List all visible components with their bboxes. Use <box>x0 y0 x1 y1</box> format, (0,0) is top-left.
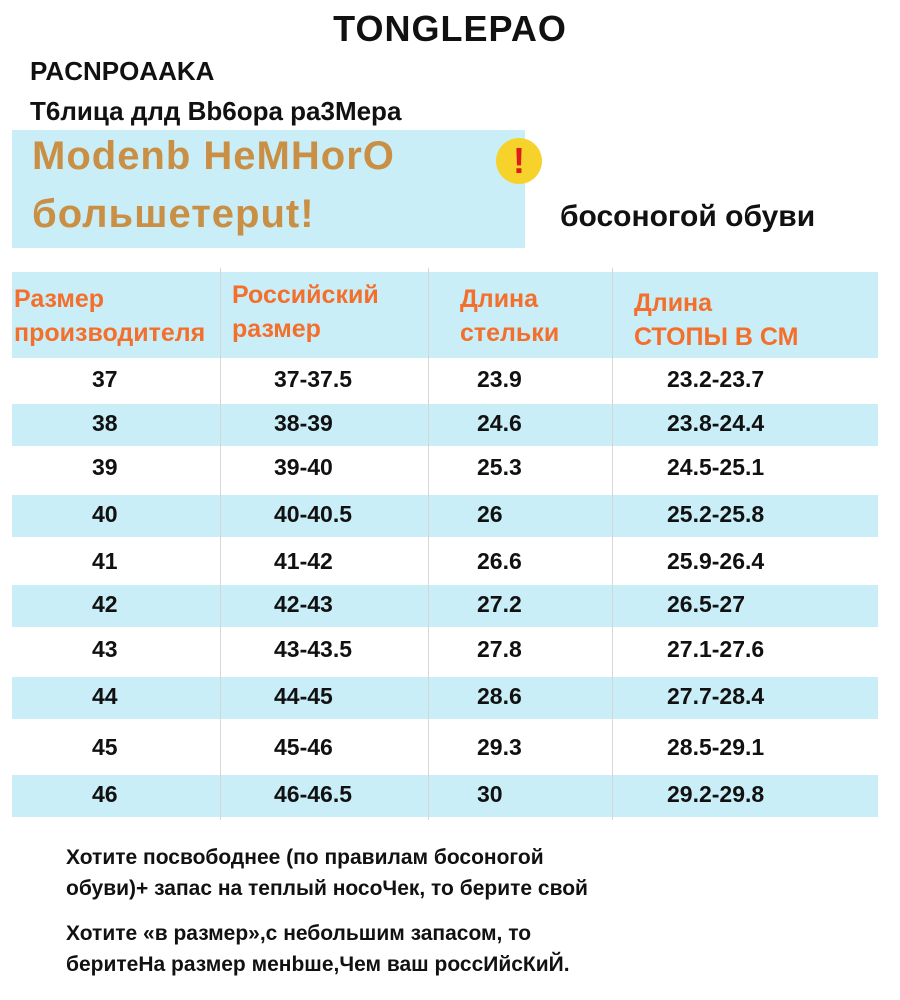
russian-size-cell: 37-37.5 <box>274 366 353 392</box>
column-divider <box>220 268 221 820</box>
column-header-line: размер <box>232 315 321 343</box>
warning-text-line-2: большетерut! <box>32 192 315 236</box>
note-line: обуви)+ запас на теплый носоЧек, то берите свой <box>66 877 588 900</box>
note-line: беритеНа размер менbше,Чем ваш россИйсКиЙ. <box>66 953 570 976</box>
foot-length-cell: 29.2-29.8 <box>667 781 765 807</box>
column-header-foot-length <box>634 286 798 354</box>
table-row <box>12 448 878 490</box>
subtitle-line-2: Т6лица длд Bb6opa pa3Mepa <box>30 96 402 126</box>
table-row <box>12 542 878 584</box>
table-row <box>12 360 878 402</box>
column-divider <box>428 268 429 820</box>
column-header-line: производителя <box>14 319 206 347</box>
insole-length-cell: 28.6 <box>477 683 522 709</box>
manufacturer-size-cell: 45 <box>92 734 118 760</box>
foot-length-cell: 27.7-28.4 <box>667 683 765 709</box>
russian-size-cell: 42-43 <box>274 591 333 617</box>
foot-length-cell: 27.1-27.6 <box>667 636 765 662</box>
warning-text-line-1: Modenb HeMHorO <box>32 134 395 178</box>
insole-length-cell: 27.2 <box>477 591 522 617</box>
foot-length-cell: 28.5-29.1 <box>667 734 765 760</box>
manufacturer-size-cell: 44 <box>92 683 118 709</box>
column-header-line: СТОПЫ В СМ <box>634 323 799 351</box>
manufacturer-size-cell: 39 <box>92 454 118 480</box>
insole-length-cell: 26 <box>477 501 503 527</box>
russian-size-cell: 38-39 <box>274 410 333 436</box>
foot-length-cell: 25.2-25.8 <box>667 501 765 527</box>
russian-size-cell: 43-43.5 <box>274 636 353 662</box>
table-row <box>12 495 878 537</box>
russian-size-cell: 46-46.5 <box>274 781 353 807</box>
russian-size-cell: 45-46 <box>274 734 333 760</box>
manufacturer-size-cell: 42 <box>92 591 118 617</box>
note-line: Хотите «в размер»,с небольшим запасом, то <box>66 922 532 945</box>
manufacturer-size-cell: 37 <box>92 366 118 392</box>
insole-length-cell: 30 <box>477 781 503 807</box>
manufacturer-size-cell: 38 <box>92 410 118 436</box>
manufacturer-size-cell: 46 <box>92 781 118 807</box>
foot-length-cell: 24.5-25.1 <box>667 454 765 480</box>
foot-length-cell: 23.2-23.7 <box>667 366 765 392</box>
insole-length-cell: 24.6 <box>477 410 522 436</box>
column-header-line: Размер <box>14 285 105 313</box>
column-header-line: стельки <box>460 319 560 347</box>
russian-size-cell: 41-42 <box>274 548 333 574</box>
table-row <box>12 585 878 627</box>
note-loose-fit <box>66 842 886 904</box>
column-header-line: Длина <box>460 285 539 313</box>
foot-length-cell: 26.5-27 <box>667 591 746 617</box>
column-header-russian-size <box>232 278 379 346</box>
russian-size-cell: 40-40.5 <box>274 501 353 527</box>
foot-length-cell: 23.8-24.4 <box>667 410 765 436</box>
insole-length-cell: 25.3 <box>477 454 522 480</box>
barefoot-label: босоногой обуви <box>560 200 816 233</box>
column-header-line: Российский <box>232 281 379 309</box>
foot-length-cell: 25.9-26.4 <box>667 548 765 574</box>
insole-length-cell: 26.6 <box>477 548 522 574</box>
column-header-line: Длина <box>634 289 713 317</box>
insole-length-cell: 23.9 <box>477 366 522 392</box>
table-row <box>12 677 878 719</box>
insole-length-cell: 27.8 <box>477 636 522 662</box>
table-row <box>12 728 878 770</box>
exclamation-icon: ! <box>496 138 542 184</box>
russian-size-cell: 44-45 <box>274 683 333 709</box>
note-true-fit <box>66 918 886 980</box>
russian-size-cell: 39-40 <box>274 454 333 480</box>
insole-length-cell: 29.3 <box>477 734 522 760</box>
manufacturer-size-cell: 41 <box>92 548 118 574</box>
subtitle-line-1: PACNPOAAKA <box>30 56 215 86</box>
brand-title: TONGLEPAO <box>333 8 567 49</box>
table-row <box>12 630 878 672</box>
column-header-insole-length <box>460 282 559 350</box>
table-row <box>12 775 878 817</box>
column-header-manufacturer-size <box>14 282 205 350</box>
manufacturer-size-cell: 40 <box>92 501 118 527</box>
manufacturer-size-cell: 43 <box>92 636 118 662</box>
table-row <box>12 404 878 446</box>
note-line: Хотите посвободнее (по правилам босоногой <box>66 846 544 869</box>
column-divider <box>612 268 613 820</box>
